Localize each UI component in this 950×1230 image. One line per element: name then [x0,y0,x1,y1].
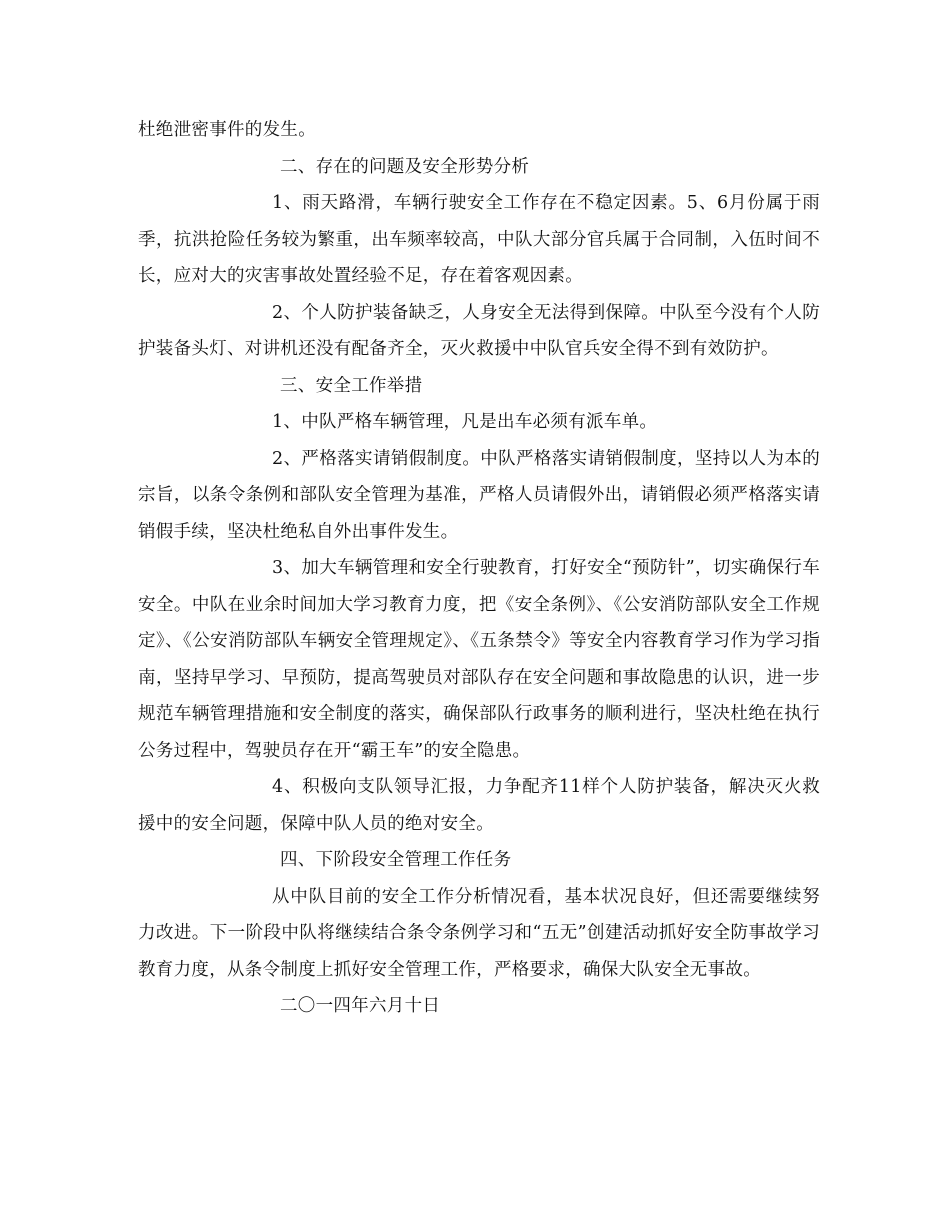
paragraph-measure-4: 4、积极向支队领导汇报，力争配齐11样个人防护装备，解决灭火救援中的安全问题，保障中队人员的绝对安全。 [138,777,820,834]
section-heading-problems: 二、存在的问题及安全形势分析 [280,156,530,177]
paragraph-measure-2: 2、严格落实请销假制度。中队严格落实请销假制度，坚持以人为本的宗旨，以条令条例和部队安全管理为基准，严格人员请假外出，请销假必须严格落实请销假手续，坚决杜绝私自外出事件发生。 [138,448,820,542]
paragraph-measure-1: 1、中队严格车辆管理，凡是出车必须有派车单。 [272,412,658,432]
paragraph-problem-1: 1、雨天路滑，车辆行驶安全工作存在不稳定因素。5、6月份属于雨季，抗洪抢险任务较为繁重，出车频率较高，中队大部分官兵属于合同制，入伍时间不长，应对大的灾害事故处置经验不足，存在着客观因素。 [138,193,820,286]
document-body [138,112,820,1025]
paragraph-next-tasks: 从中队目前的安全工作分析情况看，基本状况良好，但还需要继续努力改进。下一阶段中队将继续结合条令条例学习和“五无”创建活动抓好安全防事故学习教育力度，从条令制度上抓好安全管理工作，严格要求，确保大队安全无事故。 [138,886,820,980]
document-date: 二〇一四年六月十日 [280,996,441,1016]
paragraph-continuation: 杜绝泄密事件的发生。 [138,120,316,140]
section-heading-measures: 三、安全工作举措 [280,375,423,396]
section-heading-next-tasks: 四、下阶段安全管理工作任务 [280,850,512,870]
paragraph-problem-2: 2、个人防护装备缺乏，人身安全无法得到保障。中队至今没有个人防护装备头灯、对讲机还没有配备齐全，灭火救援中中队官兵安全得不到有效防护。 [138,302,820,359]
paragraph-measure-3: 3、加大车辆管理和安全行驶教育，打好安全“预防针”，切实确保行车安全。中队在业余时间加大学习教育力度，把《安全条例》、《公安消防部队安全工作规定》、《公安消防部队车辆安全管理规定》、《五条禁令》等安全内容教育学习作为学习指南，坚持早学习、早预防，提高驾驶员对部队存在安全问题和事故隐患的认识，进一步规范车辆管理措施和安全制度的落实，确保部队行政事务的顺利进行，坚决杜绝在执行公务过程中，驾驶员存在开“霸王车”的安全隐患。 [138,558,820,761]
